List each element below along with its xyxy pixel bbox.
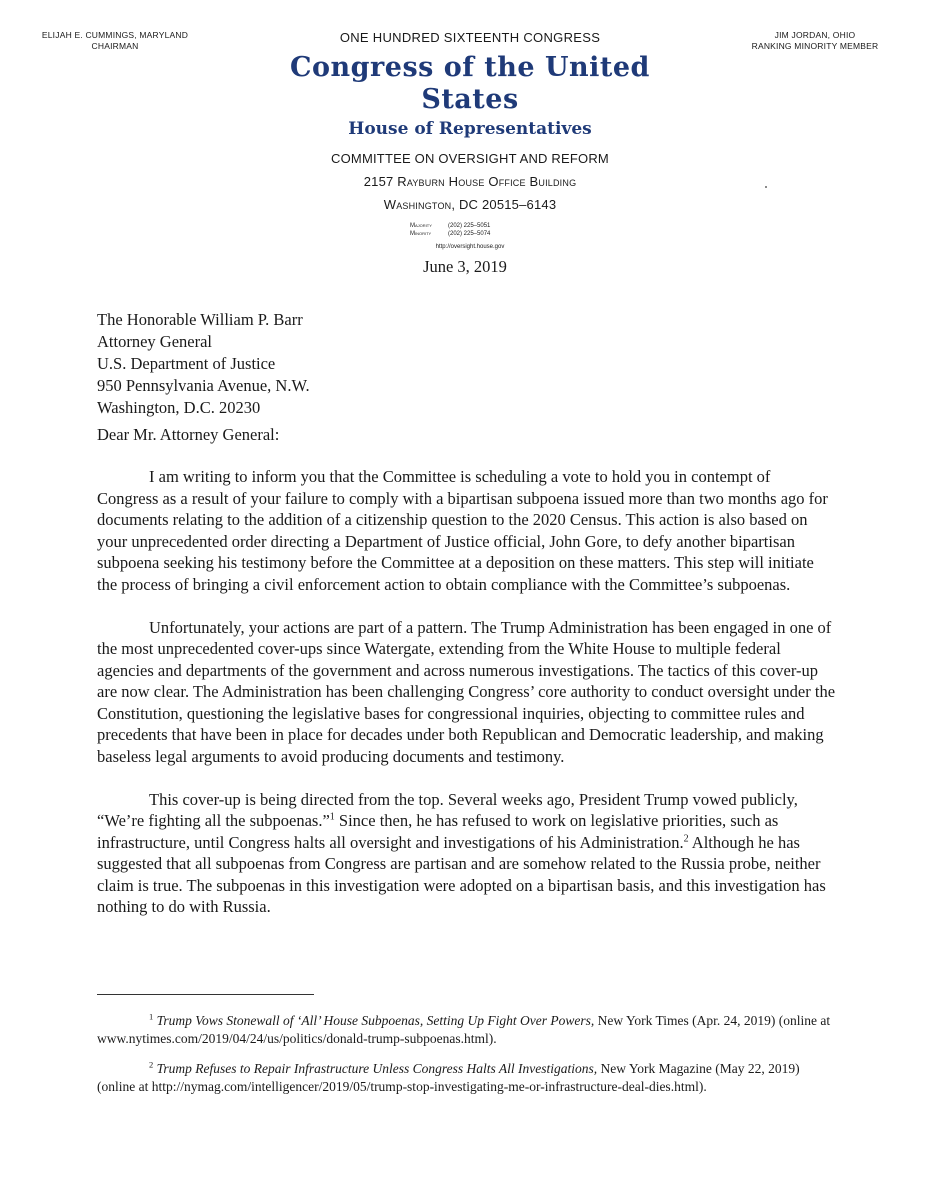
chairman-title: CHAIRMAN: [91, 41, 139, 51]
ranking-title: RANKING MINORITY MEMBER: [751, 41, 879, 51]
address-line2: Washington, DC 20515–6143: [383, 197, 557, 212]
footnote-1: [97, 1012, 835, 1048]
recipient-line: 950 Pennsylvania Avenue, N.W.: [97, 376, 310, 395]
footnote-text: New York Magazine (May 22, 2019) (online at http://nymag.com/intelligencer/2019/05/trump-stop-investigating-me-or-infrastructure-deal-dies.html).: [97, 1061, 800, 1094]
chairman-name: ELIJAH E. CUMMINGS, MARYLAND: [41, 30, 189, 40]
footnote-title: Trump Refuses to Repair Infrastructure Unless Congress Halts All Investigations,: [156, 1061, 598, 1076]
footnote-number: 1: [149, 1011, 154, 1022]
congress-title: Congress of the United States: [290, 52, 650, 115]
paragraph-3-text: Since then, he has refused to work on legislative priorities, such as infrastructure, until Congress halts all oversight and investigations of his Administration.: [97, 811, 779, 852]
majority-phone-row: [410, 222, 530, 230]
recipient-line: Attorney General: [97, 332, 212, 351]
paragraph-3: [97, 789, 835, 918]
footnotes: [97, 1012, 835, 1108]
congress-number: ONE HUNDRED SIXTEENTH CONGRESS: [339, 30, 601, 45]
minority-phone-row: [410, 230, 530, 238]
recipient-line: The Honorable William P. Barr: [97, 310, 303, 329]
footnote-title: Trump Vows Stonewall of ‘All’ House Subpoenas, Setting Up Fight Over Powers,: [156, 1013, 595, 1028]
house-title: House of Representatives: [348, 119, 592, 139]
paragraph-1: I am writing to inform you that the Committee is scheduling a vote to hold you in contempt of Congress as a result of your failure to comply with a bipartisan subpoena issued more than two months ago for documents relating to the addition of a citizenship question to the 2020 Census. This action is also based on your unprecedented order directing a Department of Justice official, John Gore, to defy another bipartisan subpoena seeking his testimony before the Committee at a deposition on these matters. This step will initiate the process of bringing a civil enforcement action to obtain compliance with the Committee’s subpoenas.: [97, 467, 828, 594]
ranking-member-block: [735, 30, 895, 52]
recipient-line: U.S. Department of Justice: [97, 354, 276, 373]
footnote-number: 2: [149, 1059, 154, 1070]
minority-label: Minority: [410, 231, 432, 237]
ranking-name: JIM JORDAN, OHIO: [774, 30, 856, 40]
paragraph-2: Unfortunately, your actions are part of a pattern. The Trump Administration has been engaged in one of the most unprecedented cover-ups since Watergate, extending from the White House to multiple federal agencies and departments of the government and across numerous investigations. The tactics of this cover-up are now clear. The Administration has been challenging Congress’ core authority to conduct oversight under the Constitution, questioning the legislative bases for congressional inquiries, objecting to committee rules and precedents that have been in place for decades under both Republican and Democratic leadership, and making baseless legal arguments to avoid producing documents and testimony.: [97, 617, 836, 766]
minority-phone: (202) 225–5074: [448, 231, 491, 237]
chairman-block: [40, 30, 190, 52]
website: http://oversight.house.gov: [435, 244, 505, 250]
majority-phone: (202) 225–5051: [448, 223, 491, 229]
recipient-line: Washington, D.C. 20230: [97, 398, 261, 417]
recipient-address: [97, 309, 310, 419]
majority-label: Majority: [410, 223, 432, 229]
footnote-divider: [97, 994, 314, 995]
footnote-ref-2[interactable]: 2: [683, 833, 689, 844]
letter-date: June 3, 2019: [423, 257, 507, 276]
paragraph-3-text: Although he has suggested that all subpoenas from Congress are partisan and are somehow related to the Russia probe, neither claim is true. The subpoenas in this investigation were adopted on a bipartisan basis, and this investigation has nothing to do with Russia.: [97, 832, 826, 916]
salutation: Dear Mr. Attorney General:: [97, 425, 280, 444]
letterhead: [265, 30, 675, 251]
committee-name: COMMITTEE ON OVERSIGHT AND REFORM: [331, 151, 609, 166]
address-line1: 2157 Rayburn House Office Building: [363, 174, 577, 189]
footnote-text: New York Times (Apr. 24, 2019) (online at www.nytimes.com/2019/04/24/us/politics/donald-trump-subpoenas.html).: [97, 1013, 831, 1046]
footnote-2: [97, 1060, 835, 1096]
phone-numbers: [410, 222, 530, 238]
scan-speck: [765, 186, 767, 188]
footnote-ref-1[interactable]: 1: [329, 811, 335, 823]
letter-body: [97, 466, 835, 939]
paragraph-3-text: This cover-up is being directed from the top. Several weeks ago, President Trump vowed publicly, “We’re fighting all the subpoenas.”: [97, 789, 798, 830]
